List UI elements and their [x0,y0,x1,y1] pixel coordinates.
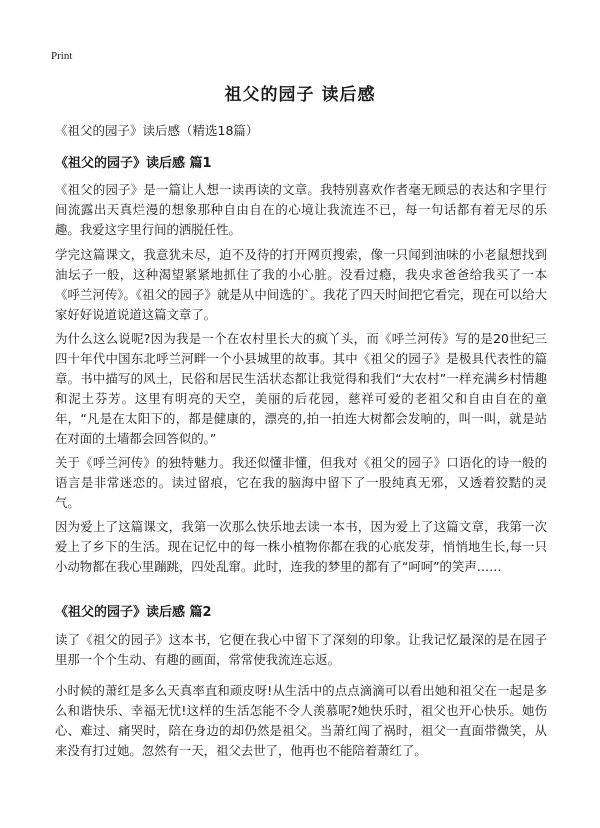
paragraph: 关于《呼兰河传》的独特魅力。我还似懂非懂，但我对《祖父的园子》口语化的诗一般的语言是非常迷恋的。读过留痕，它在我的脑海中留下了一股纯真无邪，又透着狡黠的灵气。 [55,455,547,510]
section-heading-1: 《祖父的园子》读后感 篇1 [55,156,212,171]
paragraph: 为什么这么说呢?因为我是一个在农村里长大的疯丫头，而《呼兰河传》写的是20世纪三四十年代中国东北呼兰河畔一个小县城里的故事。其中《祖父的园子》是极具代表性的篇章。书中描写的风土，民俗和居民生活状态都让我觉得和我们“大农村”一样充满乡村情趣和泥土芬芳。这里有明亮的天空，美丽的后花园，慈祥可爱的老祖父和自由自在的童年，“凡是在太阳下的，都是健康的，漂亮的,拍一拍连大树都会发响的，叫一叫，就是站在对面的土墙都会回答似的。” [55,331,547,446]
paragraph: 因为爱上了这篇课文，我第一次那么快乐地去读一本书，因为爱上了这篇文章，我第一次爱上了乡下的生活。现在记忆中的每一株小植物你都在我的心底发芽，悄悄地生长,每一只小动物都在我心里蹦跳，四处乱窜。此时，连我的梦里的都有了“呵呵”的笑声…… [55,519,547,574]
paragraph: 读了《祖父的园子》这本书，它便在我心中留下了深刻的印象。让我记忆最深的是在园子里那一个个生动、有趣的画面，常常使我流连忘返。 [55,632,547,667]
paragraph: 小时候的萧红是多么天真率直和顽皮呀!从生活中的点点滴滴可以看出她和祖父在一起是多么和谐快乐、幸福无忧!这样的生活怎能不令人羡慕呢?她快乐时，祖父也开心快乐。她伤心、难过、痛哭时，陪在身边的却仍然是祖父。当萧红闯了祸时，祖父一直面带微笑，从来没有打过她。忽然有一天，祖父去世了，他再也不能陪着萧红了。 [55,683,547,758]
paragraph: 《祖父的园子》是一篇让人想一读再读的文章。我特别喜欢作者毫无顾忌的表达和字里行间流露出天真烂漫的想象那种自由自在的心境让我流连不已，每一句话都有着无尽的乐趣。我爱这字里行间的洒脱任性。 [55,182,547,237]
section-heading-2: 《祖父的园子》读后感 篇2 [55,605,212,620]
print-link[interactable]: Print [51,50,73,62]
page-title: 祖父的园子 读后感 [224,85,376,105]
article-subtitle: 《祖父的园子》读后感（精选18篇） [55,123,259,138]
paragraph: 学完这篇课文，我意犹未尽，迫不及待的打开网页搜索，像一只闻到油味的小老鼠想找到油坛子一般，这种渴望紧紧地抓住了我的小心脏。没看过瘾，我央求爸爸给我买了一本《呼兰河传》。《祖父的园子》就是从中间选的`。我花了四天时间把它看完，现在可以给大家好好说道说道这篇文章了。 [55,247,547,322]
